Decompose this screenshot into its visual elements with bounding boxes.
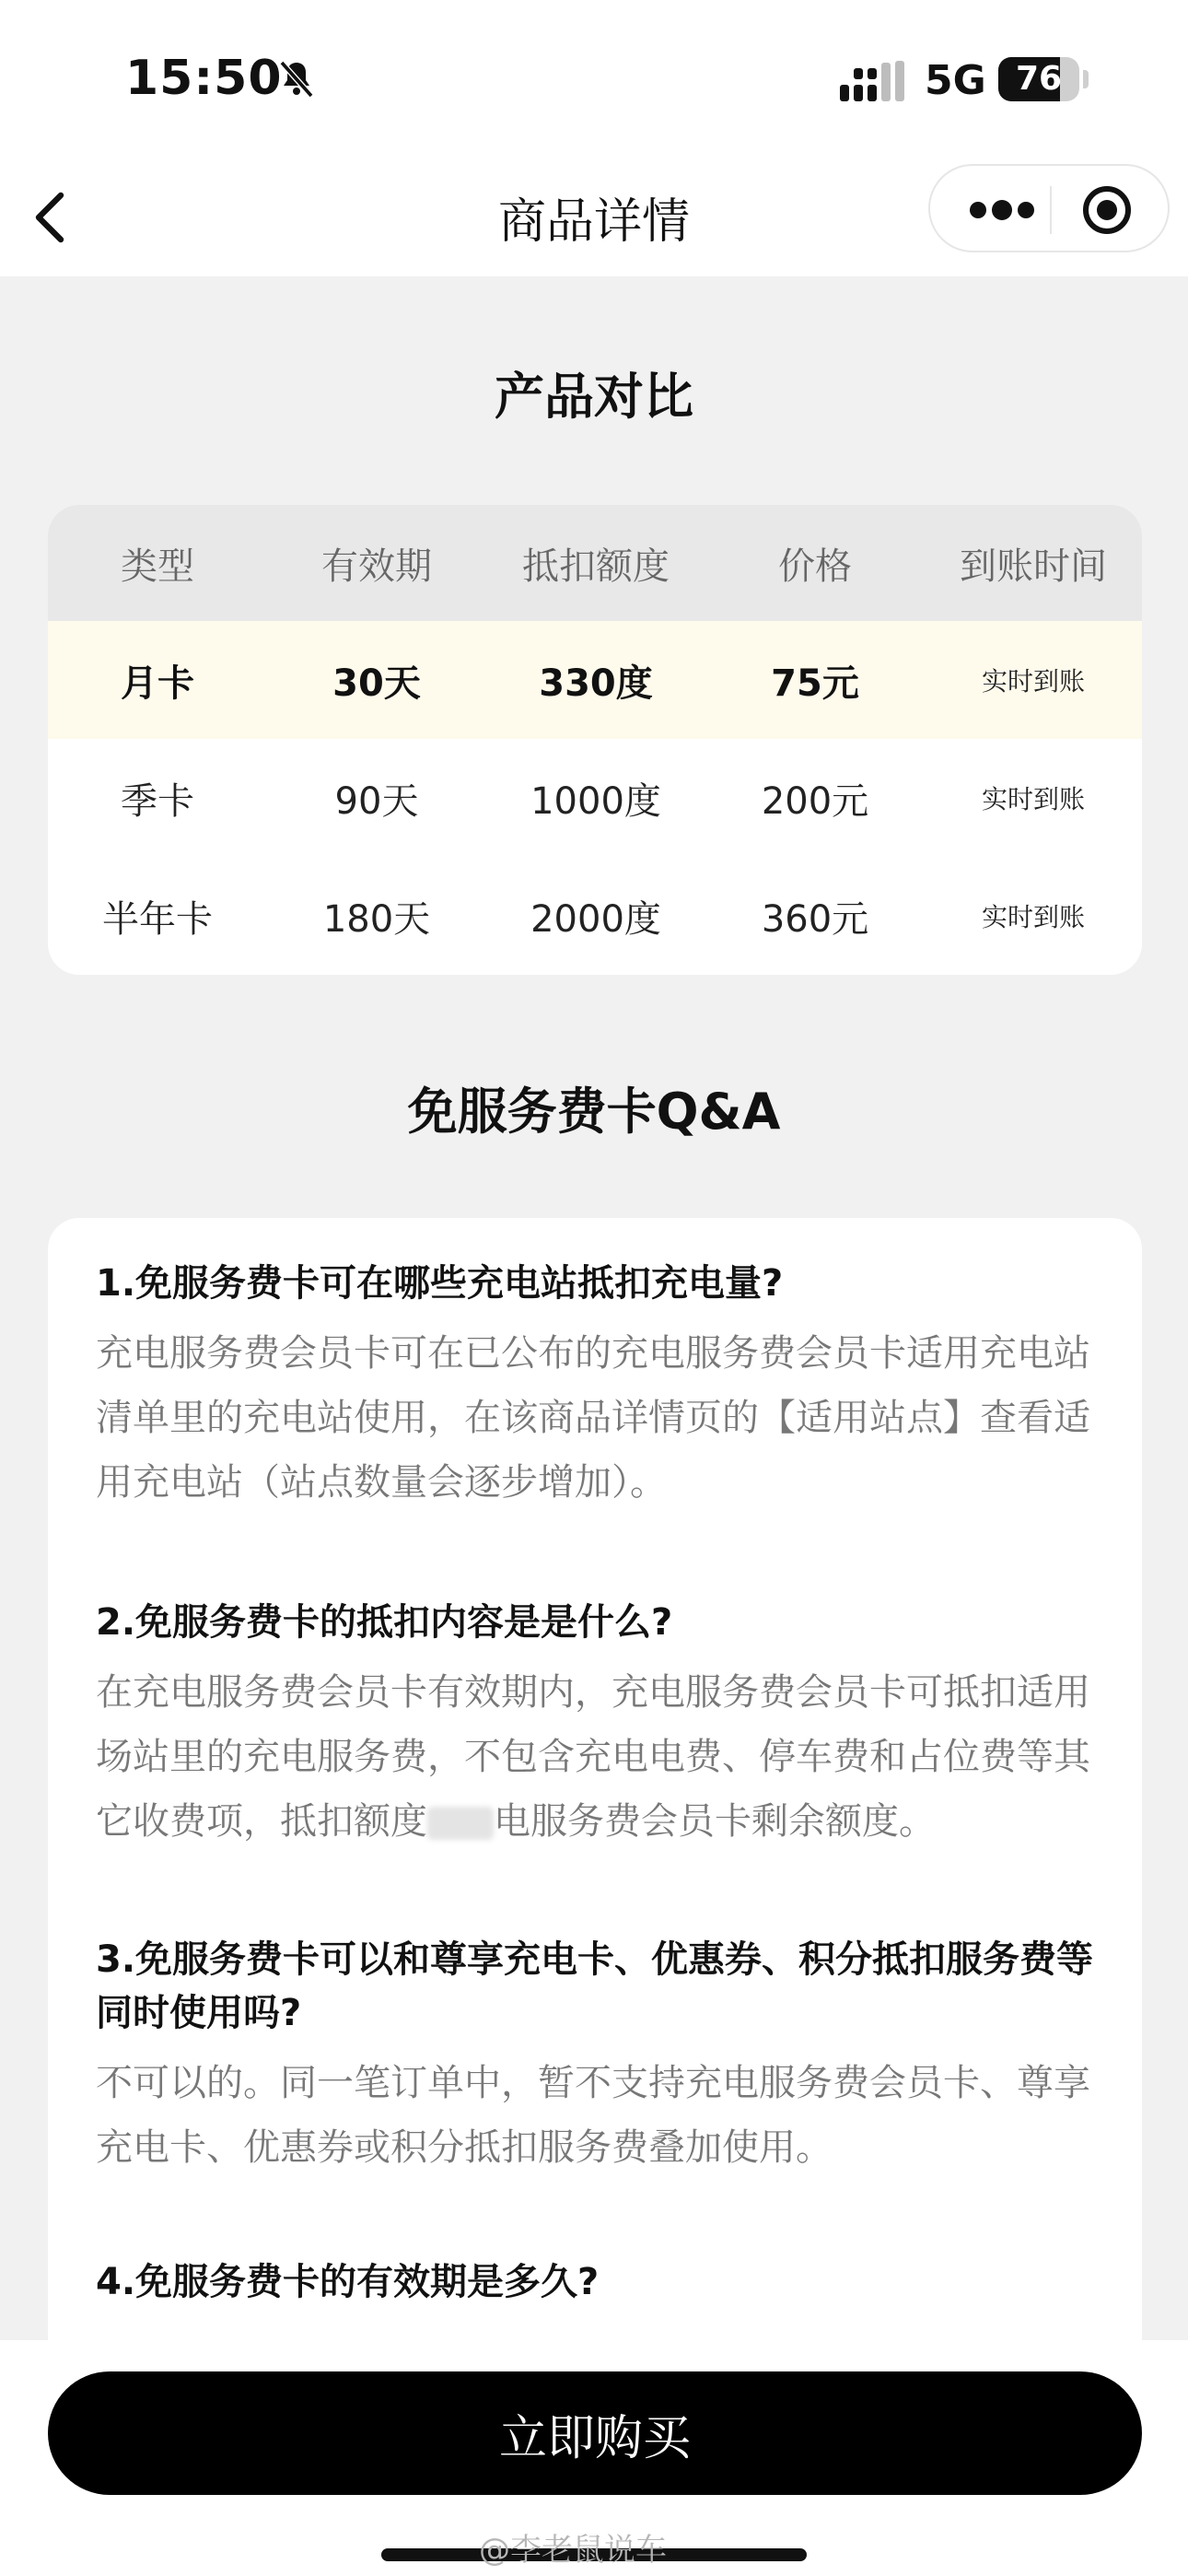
qa-question-4: 4.免服务费卡的有效期是多久? <box>96 2261 600 2303</box>
cell-period: 30天 <box>332 662 421 705</box>
cell-arrival: 实时到账 <box>981 902 1085 932</box>
qa-question-2: 2.免服务费卡的抵扣内容是是什么? <box>96 1601 673 1644</box>
table-row-half-year <box>48 857 1142 975</box>
bell-slash-icon <box>274 57 319 101</box>
cell-type: 半年卡 <box>102 897 213 941</box>
qa-card <box>48 1218 1142 2416</box>
qa-answer-2-part1: 在充电服务费会员卡有效期内，充电服务费会员卡可抵扣适用场站里的充电服务费，不包含充电电费、停车费和占位费等其它收费项，抵扣额度 <box>96 1671 1090 1843</box>
qa-question-1: 1.免服务费卡可在哪些充电站抵扣充电量? <box>96 1262 784 1305</box>
blurred-text <box>427 1807 494 1840</box>
table-header <box>48 505 1142 621</box>
watermark: @李老鼠说车 <box>479 2532 667 2569</box>
header-period: 有效期 <box>321 544 432 588</box>
buy-now-button[interactable]: 立即购买 <box>48 2371 1142 2495</box>
cell-quota: 1000度 <box>530 779 661 823</box>
cell-price: 200元 <box>761 779 869 823</box>
battery-level: 76 <box>1015 60 1063 98</box>
cell-type: 月卡 <box>121 662 194 705</box>
battery-tip <box>1083 70 1089 88</box>
nav-bar <box>0 157 1188 276</box>
table-row-quarterly <box>48 739 1142 857</box>
qa-answer-3: 不可以的。同一笔订单中，暂不支持充电服务费会员卡、尊享充电卡、优惠券或积分抵扣服务费叠加使用。 <box>96 2062 1090 2169</box>
network-label: 5G <box>925 57 986 104</box>
table-row-monthly <box>48 621 1142 739</box>
page-title: 商品详情 <box>497 194 690 250</box>
cell-period: 90天 <box>334 779 419 823</box>
qa-answer-2 <box>96 1660 1109 1854</box>
status-time: 15:50 <box>125 51 283 106</box>
cell-quota: 330度 <box>539 662 653 705</box>
cell-period: 180天 <box>322 897 431 941</box>
qa-title: 免服务费卡Q&A <box>407 1083 781 1141</box>
cell-arrival: 实时到账 <box>981 666 1085 697</box>
header-price: 价格 <box>778 544 852 588</box>
header-quota: 抵扣额度 <box>522 544 670 588</box>
cell-type: 季卡 <box>121 779 194 823</box>
capsule-divider <box>1050 186 1052 234</box>
qa-answer-2-part2: 电服务费会员卡剩余额度。 <box>494 1800 936 1843</box>
cell-quota: 2000度 <box>530 897 661 941</box>
more-dots-icon[interactable] <box>967 188 1037 232</box>
target-circle-icon[interactable] <box>1081 184 1133 236</box>
cell-arrival: 实时到账 <box>981 784 1085 814</box>
status-bar <box>0 0 1188 157</box>
compare-table <box>48 505 1142 975</box>
mini-program-capsule <box>928 164 1170 252</box>
battery-icon <box>998 57 1079 101</box>
signal-icon <box>840 61 904 101</box>
qa-question-3: 3.免服务费卡可以和尊享充电卡、优惠券、积分抵扣服务费等同时使用吗? <box>96 1938 1094 2034</box>
cell-price: 75元 <box>771 662 859 705</box>
header-arrival: 到账时间 <box>960 544 1107 588</box>
qa-answer-1: 充电服务费会员卡可在已公布的充电服务费会员卡适用充电站清单里的充电站使用，在该商品详情页的【适用站点】查看适用充电站（站点数量会逐步增加）。 <box>96 1332 1090 1504</box>
chevron-left-icon[interactable] <box>26 188 77 247</box>
compare-title: 产品对比 <box>495 368 693 426</box>
cell-price: 360元 <box>761 897 869 941</box>
header-type: 类型 <box>121 544 194 588</box>
